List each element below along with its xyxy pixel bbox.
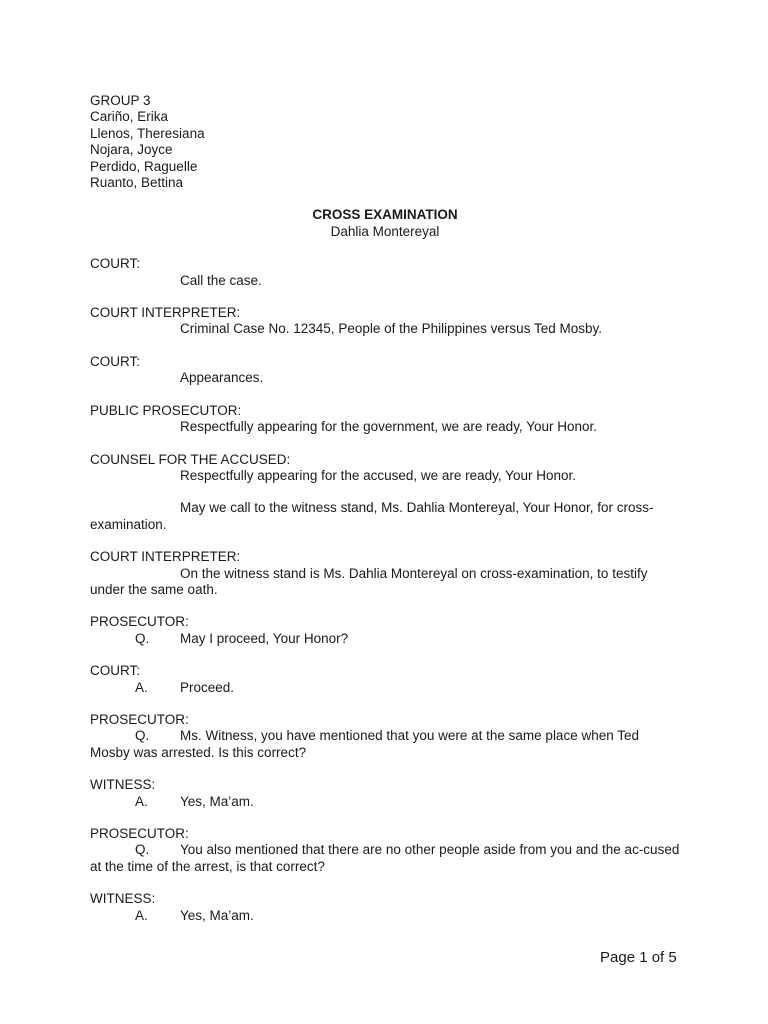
exchange-interpreter-case: [90, 305, 680, 338]
group-member: Llenos, Theresiana: [90, 125, 205, 141]
exchange-court-a1: [90, 663, 680, 696]
speech-text: Appearances.: [180, 370, 264, 386]
answer-mark: A.: [135, 793, 148, 809]
document-page: [90, 93, 680, 924]
group-member: Ruanto, Bettina: [90, 175, 184, 191]
speech-text: Criminal Case No. 12345, People of the Philippines versus Ted Mosby.: [180, 321, 602, 337]
answer-mark: A.: [135, 907, 148, 923]
speech-text: Call the case.: [180, 272, 262, 288]
question-mark: Q.: [135, 842, 150, 858]
group-member: Nojara, Joyce: [90, 142, 173, 158]
exchange-public-prosecutor: [90, 403, 680, 436]
speaker-label: WITNESS:: [90, 891, 156, 907]
exchange-interpreter-witness: [90, 549, 680, 598]
speaker-label: PROSECUTOR:: [90, 711, 189, 727]
speech-text: Yes, Ma’am.: [180, 793, 254, 809]
exchange-court-call: [90, 256, 680, 289]
group-member: Cariño, Erika: [90, 109, 169, 125]
speech-text: May we call to the witness stand, Ms. Dahlia Montereyal, Your Honor, for cross-examination.: [90, 500, 654, 532]
page-number: Page 1 of 5: [600, 949, 677, 966]
group-members-block: [90, 93, 680, 191]
exchange-prosecutor-q3: [90, 826, 680, 875]
question-mark: Q.: [135, 630, 150, 646]
document-subtitle: Dahlia Montereyal: [330, 223, 440, 239]
exchange-prosecutor-q2: [90, 712, 680, 761]
exchange-witness-a3: [90, 891, 680, 924]
speech-text: May I proceed, Your Honor?: [180, 630, 349, 646]
speech-text: Respectfully appearing for the government, we are ready, Your Honor.: [180, 419, 597, 435]
question-line: [90, 728, 680, 761]
exchange-witness-a2: [90, 777, 680, 810]
speaker-label: COUNSEL FOR THE ACCUSED:: [90, 451, 291, 467]
question-line: [90, 631, 680, 647]
speech-text: Respectfully appearing for the accused, we are ready, Your Honor.: [180, 467, 576, 483]
speaker-label: COURT:: [90, 256, 141, 272]
answer-line: [90, 680, 680, 696]
answer-line: [90, 794, 680, 810]
document-heading: [90, 207, 680, 240]
document-title: CROSS EXAMINATION: [312, 207, 458, 223]
group-member: Perdido, Raguelle: [90, 158, 198, 174]
speaker-label: WITNESS:: [90, 777, 156, 793]
speaker-label: COURT:: [90, 663, 141, 679]
speaker-label: PROSECUTOR:: [90, 826, 189, 841]
answer-mark: A.: [135, 679, 148, 695]
speech-text: Ms. Witness, you have mentioned that you were at the same place when Ted Mosby was arrested. Is this correct?: [90, 728, 639, 760]
speaker-label: COURT INTERPRETER:: [90, 549, 241, 565]
question-mark: Q.: [135, 728, 150, 744]
speaker-label: PUBLIC PROSECUTOR:: [90, 402, 242, 418]
answer-line: [90, 908, 680, 924]
speaker-label: COURT INTERPRETER:: [90, 305, 241, 321]
question-line: [90, 842, 680, 875]
exchange-prosecutor-q1: [90, 614, 680, 647]
speech-text: You also mentioned that there are no other people aside from you and the ac-cused at the time of the arrest, is that correct?: [90, 842, 680, 874]
exchange-court-appearances: [90, 354, 680, 387]
speech-text: On the witness stand is Ms. Dahlia Montereyal on cross-examination, to testify under the same oath.: [90, 565, 648, 597]
speaker-label: PROSECUTOR:: [90, 614, 189, 630]
speech-text: Yes, Ma’am.: [180, 907, 254, 923]
speech-text: Proceed.: [180, 679, 235, 695]
group-name: GROUP 3: [90, 93, 151, 108]
exchange-counsel-accused: [90, 452, 680, 534]
speaker-label: COURT:: [90, 353, 141, 369]
